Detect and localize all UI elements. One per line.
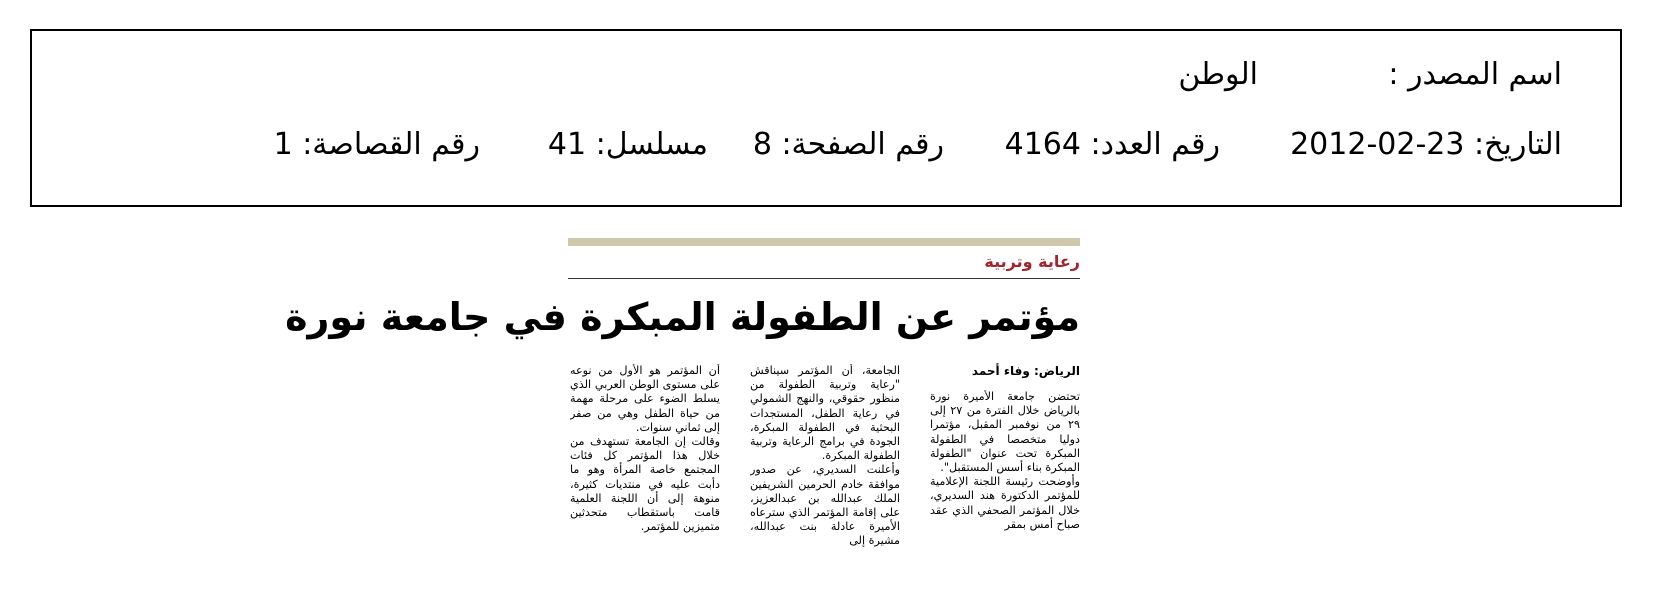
article-byline: الرياض: وفاء أحمد	[971, 364, 1080, 378]
article-headline: مؤتمر عن الطفولة المبكرة في جامعة نورة	[285, 295, 1080, 339]
top-divider	[568, 238, 1080, 246]
issue-number-field: رقم العدد: 4164	[1004, 127, 1220, 162]
source-value: الوطن	[1178, 57, 1258, 92]
article-column-3	[570, 364, 720, 584]
newspaper-clipping	[285, 236, 1080, 587]
paragraph: أن المؤتمر هو الأول من نوعه على مستوى الوطن العربي الذي يسلط الضوء على مرحلة مهمة من حياة الطفل وهي من صفر إلى ثماني سنوات.	[570, 364, 720, 434]
section-label: رعاية وتربية	[984, 252, 1080, 271]
section-divider	[568, 278, 1080, 279]
source-label: اسم المصدر :	[1388, 57, 1562, 92]
article-column-2	[750, 364, 900, 584]
source-metadata-box	[30, 29, 1622, 207]
clip-number-field: رقم القصاصة: 1	[273, 127, 480, 162]
paragraph: وقالت إن الجامعة تستهدف من خلال هذا المؤتمر كل فئات المجتمع خاصة المرأة وهو ما دأبت عليه في منتديات كثيرة، منوهة إلى أن اللجنة العلمية قامت باستقطاب متحدثين متميزين للمؤتمر.	[570, 435, 720, 534]
paragraph: وأوضحت رئيسة اللجنة الإعلامية للمؤتمر الدكتورة هند السديري، خلال المؤتمر الصحفي الذي عقد صباح أمس بمقر	[930, 475, 1080, 531]
paragraph: تحتضن جامعة الأميرة نورة بالرياض خلال الفترة من ٢٧ إلى ٢٩ من نوفمبر المقبل، مؤتمرا دوليا متخصصا في الطفولة المبكرة تحت عنوان "الطفولة المبكرة بناء أسس المستقبل".	[930, 390, 1080, 475]
paragraph: الجامعة، أن المؤتمر سيناقش "رعاية وتربية الطفولة من منظور حقوقي، والنهج الشمولي في رعاية الطفل، المستجدات البحثية في الطفولة المبكرة، الجودة في برامج الرعاية وتربية الطفولة المبكرة.	[750, 364, 900, 463]
date-field: التاريخ: 23-02-2012	[1290, 127, 1562, 162]
serial-field: مسلسل: 41	[547, 127, 708, 162]
paragraph: وأعلنت السديري، عن صدور موافقة خادم الحرمين الشريفين الملك عبدالله بن عبدالعزيز، على إقامة المؤتمر الذي سترعاه الأميرة عادلة بنت عبدالله، مشيرة إلى	[750, 463, 900, 548]
article-column-1	[930, 390, 1080, 610]
page-number-field: رقم الصفحة: 8	[752, 127, 944, 162]
